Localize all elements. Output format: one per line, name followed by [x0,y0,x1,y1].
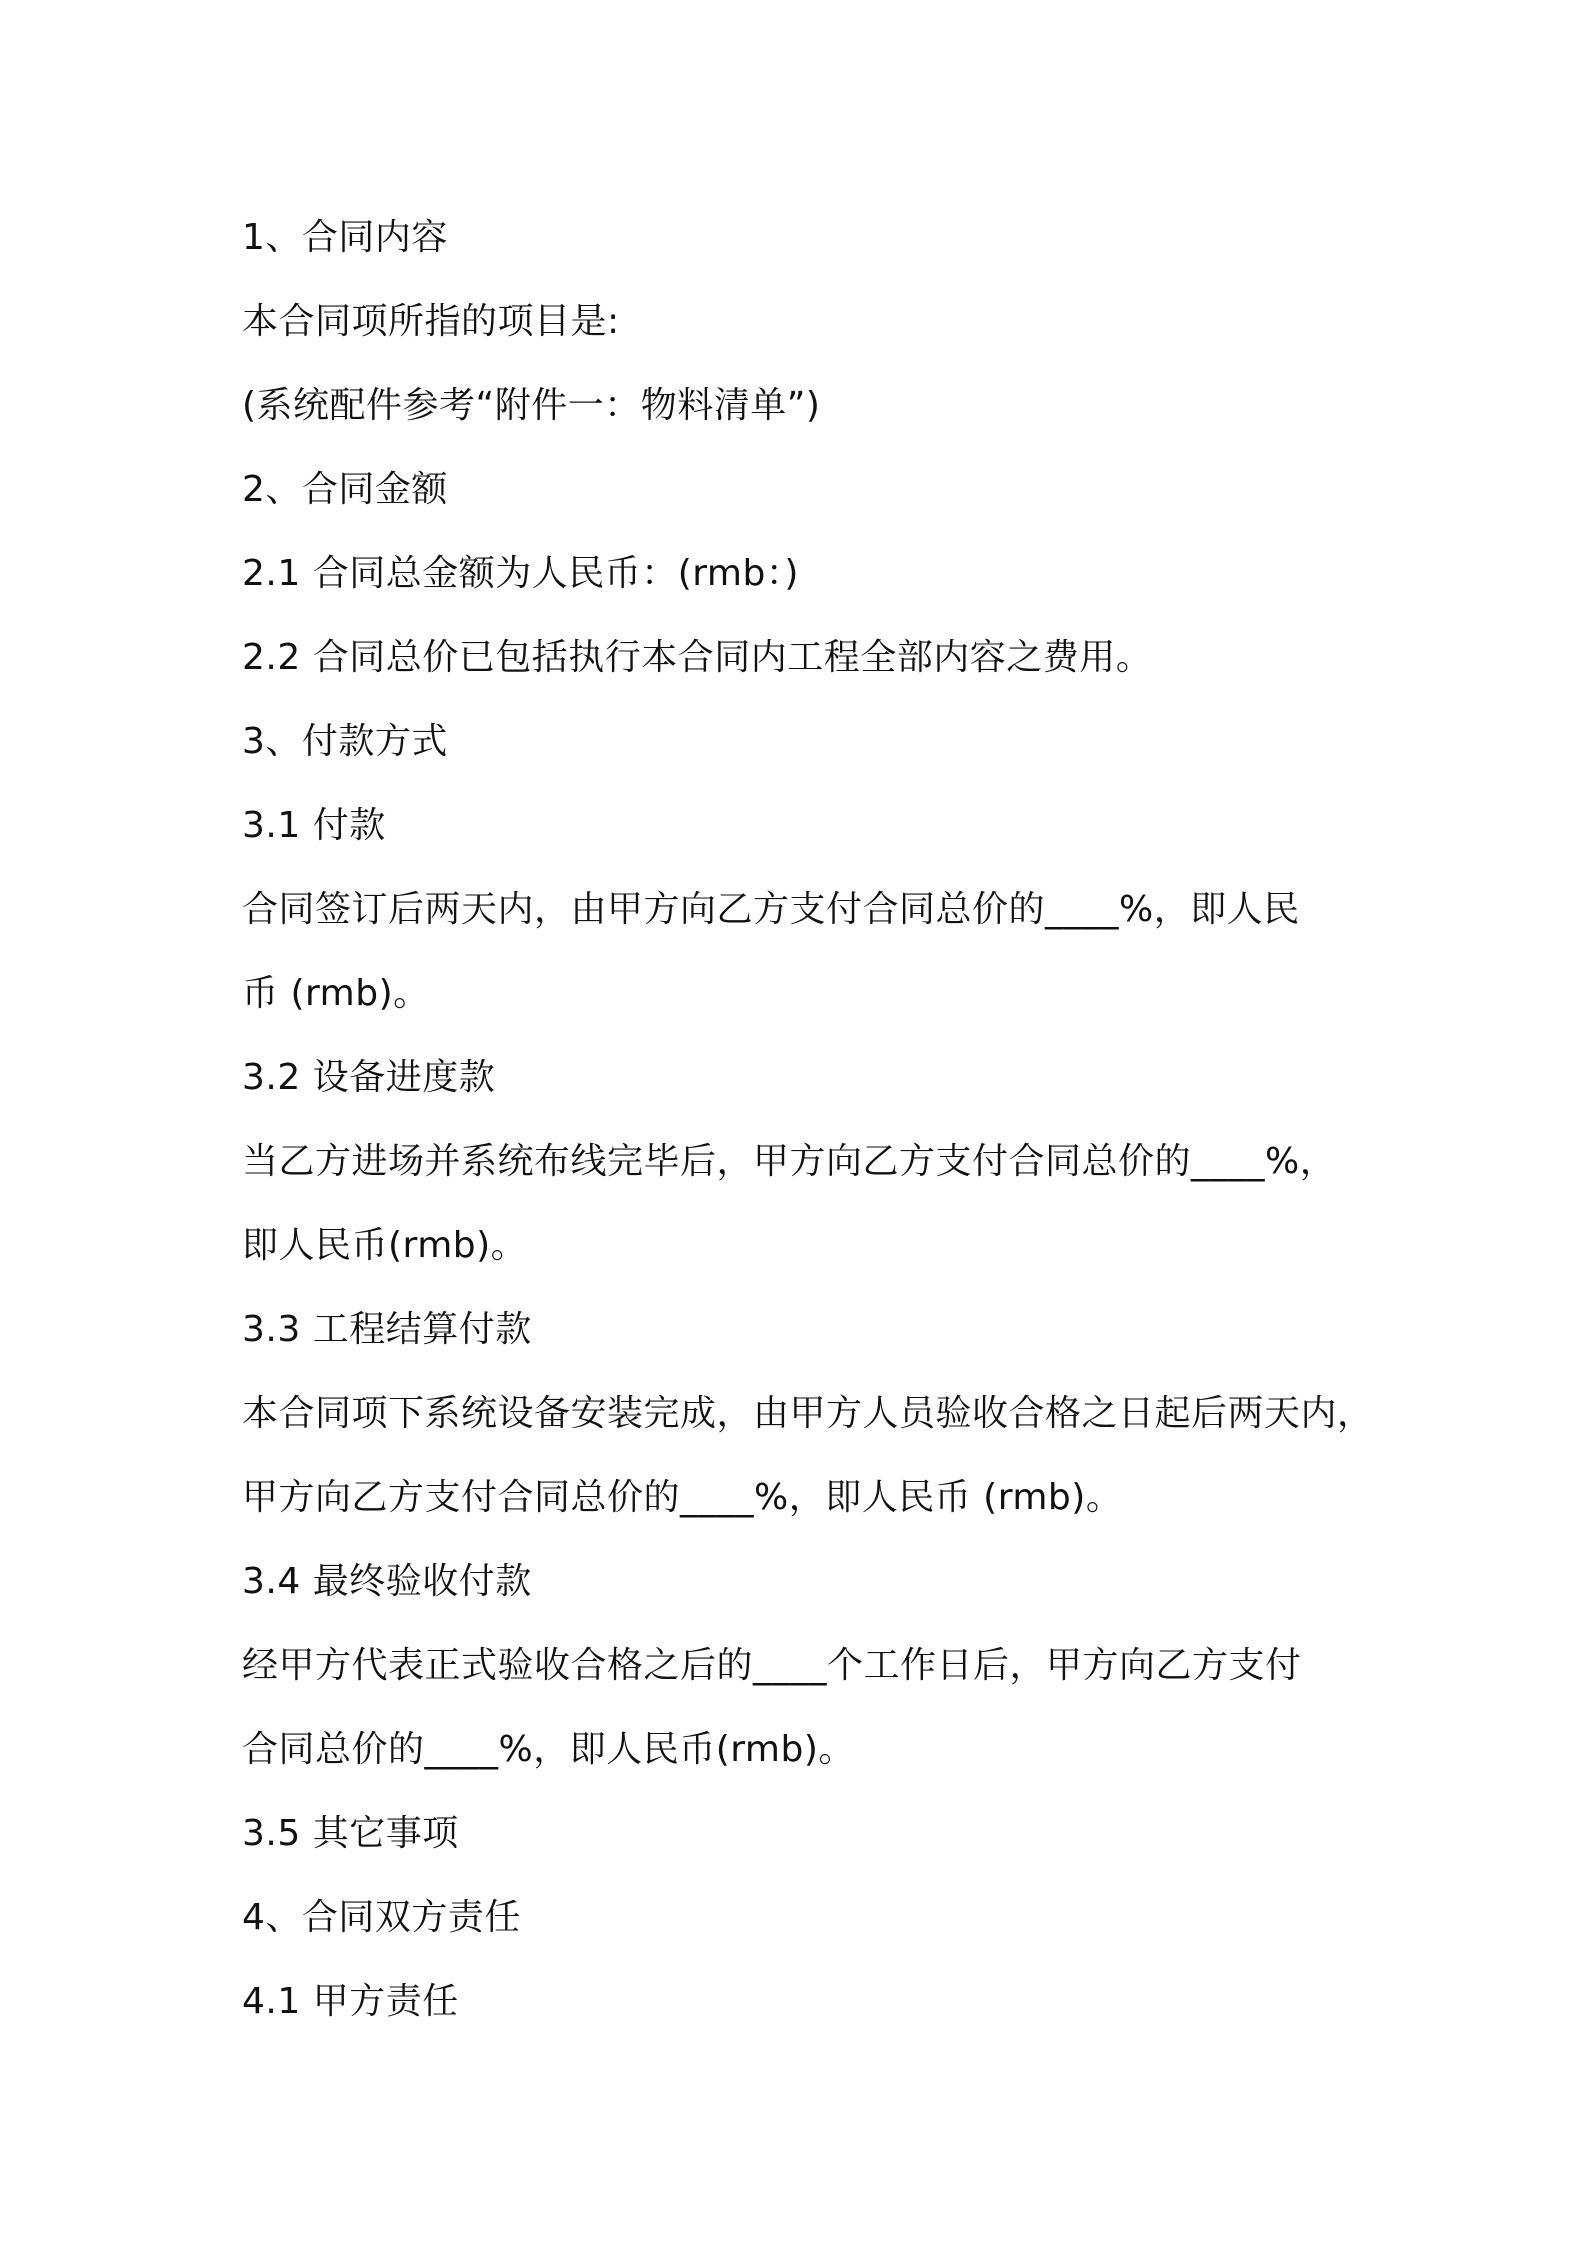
clause-3-4-text-line2: 合同总价的____%，即人民币(rmb)。 [242,1729,855,1770]
clause-3-2-title: 3.2 设备进度款 [242,1057,496,1098]
document-body [242,196,1402,2044]
paragraph-project-scope: 本合同项所指的项目是: [242,301,620,342]
clause-3-3-text-line2: 甲方向乙方支付合同总价的____%，即人民币 (rmb)。 [242,1477,1123,1518]
clause-3-1-title: 3.1 付款 [242,805,386,846]
paragraph-attachment-note: (系统配件参考“附件一：物料清单”) [242,385,821,426]
heading-party-responsibilities: 4、合同双方责任 [242,1897,521,1938]
clause-3-3-title: 3.3 工程结算付款 [242,1309,532,1350]
clause-3-1-text-line2: 币 (rmb)。 [242,973,430,1014]
clause-2-2: 2.2 合同总价已包括执行本合同内工程全部内容之费用。 [242,637,1153,678]
heading-contract-content: 1、合同内容 [242,217,448,258]
clause-3-3-text-line1: 本合同项下系统设备安装完成，由甲方人员验收合格之日起后两天内， [242,1393,1374,1434]
clause-3-2-text-line1: 当乙方进场并系统布线完毕后，甲方向乙方支付合同总价的____%， [242,1141,1337,1182]
clause-2-1: 2.1 合同总金额为人民币：(rmb：) [242,553,799,594]
heading-contract-amount: 2、合同金额 [242,469,448,510]
clause-3-4-title: 3.4 最终验收付款 [242,1561,532,1602]
clause-3-5-title: 3.5 其它事项 [242,1813,459,1854]
clause-3-4-text-line1: 经甲方代表正式验收合格之后的____个工作日后，甲方向乙方支付 [242,1645,1302,1686]
clause-3-1-text-line1: 合同签订后两天内，由甲方向乙方支付合同总价的____%，即人民 [242,889,1300,930]
clause-4-1-title: 4.1 甲方责任 [242,1981,459,2022]
heading-payment-method: 3、付款方式 [242,721,448,762]
clause-3-2-text-line2: 即人民币(rmb)。 [242,1225,528,1266]
